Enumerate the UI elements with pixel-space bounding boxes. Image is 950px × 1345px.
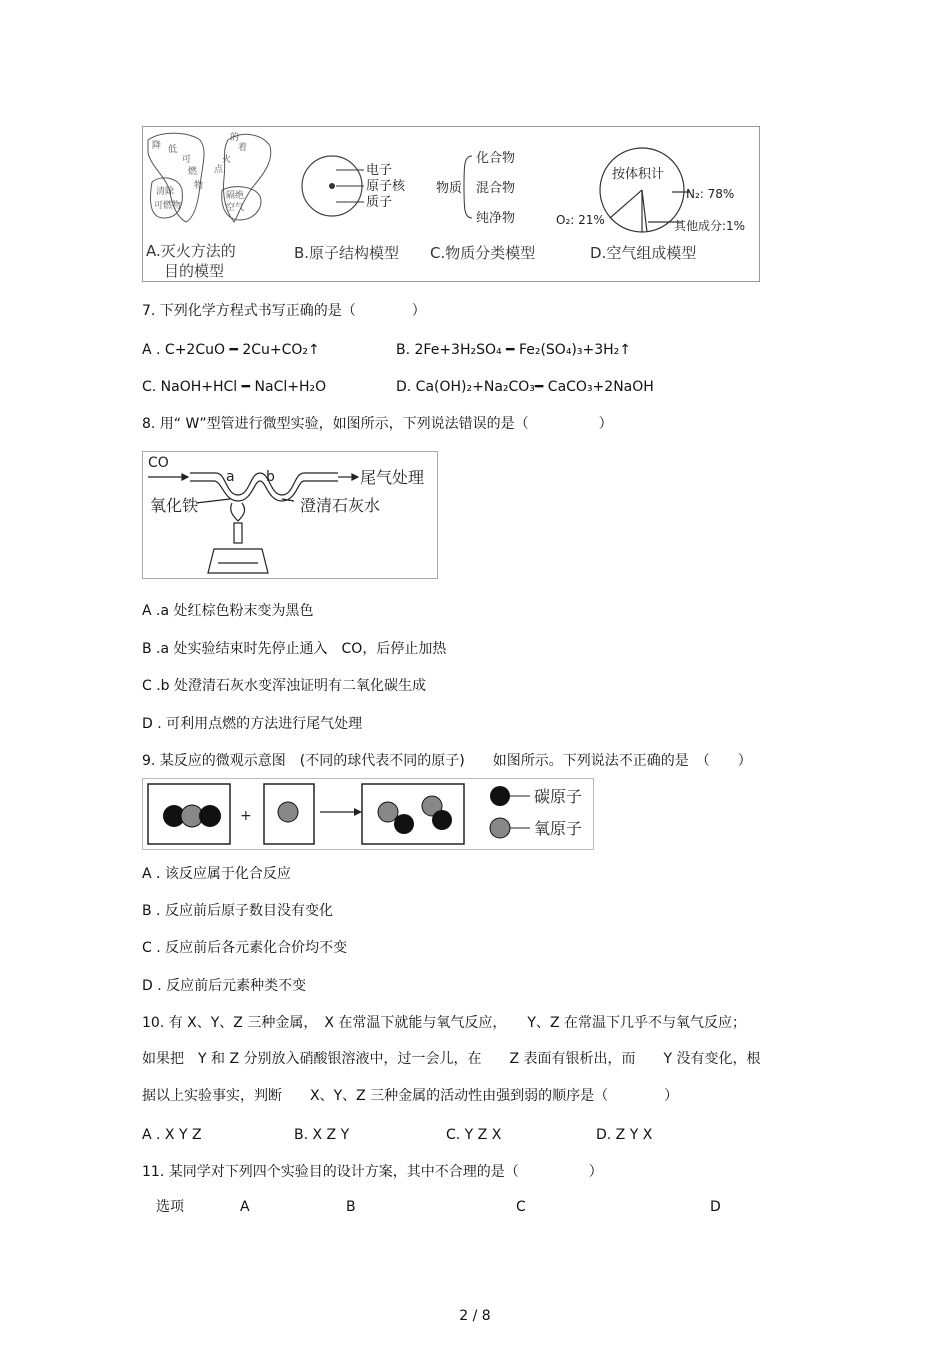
w-tube-figure xyxy=(142,451,438,579)
oxygen-atom-label: 氧原子 xyxy=(534,819,583,838)
fire-word: 火 xyxy=(222,155,232,165)
label-a: a xyxy=(226,469,235,485)
q7-option-d: D. Ca(OH)₂+Na₂CO₃━ CaCO₃+2NaOH xyxy=(396,379,654,395)
air-label: N₂: 78% xyxy=(686,187,735,201)
table-header-a: A xyxy=(240,1199,250,1215)
atom-label: 质子 xyxy=(366,195,393,210)
reaction-figure xyxy=(142,778,594,850)
q10-line-3: 据以上实验事实，判断 X、Y、Z 三种金属的活动性由强到弱的顺序是（ ） xyxy=(142,1088,679,1104)
q9-option-d: D . 反应前后元素种类不变 xyxy=(142,978,307,994)
table-header-b: B xyxy=(346,1199,356,1215)
fire-word: 点 xyxy=(214,165,224,175)
table-header-option: 选项 xyxy=(156,1199,184,1215)
matter-label: 混合物 xyxy=(476,181,516,196)
fire-word: 燃 xyxy=(188,167,198,177)
table-header-c: C xyxy=(516,1199,526,1215)
fire-word: 隔绝 xyxy=(226,191,245,201)
table-header-d: D xyxy=(710,1199,721,1215)
q10-option-a: A . X Y Z xyxy=(142,1127,202,1143)
matter-label: 纯净物 xyxy=(476,211,516,226)
tail-gas-label: 尾气处理 xyxy=(360,468,425,487)
fire-word: 可 xyxy=(182,155,192,165)
carbon-atom-label: 碳原子 xyxy=(534,787,583,806)
q11-stem: 11. 某同学对下列四个实验目的设计方案，其中不合理的是（ ） xyxy=(142,1164,603,1180)
matter-label: 化合物 xyxy=(476,151,516,166)
q10-option-d: D. Z Y X xyxy=(596,1127,653,1143)
q8-stem: 8. 用“ W”型管进行微型实验，如图所示，下列说法错误的是（ ） xyxy=(142,416,613,432)
q7-option-c: C. NaOH+HCl ━ NaCl+H₂O xyxy=(142,379,327,395)
model-figure xyxy=(142,126,760,282)
air-title: 按体积计 xyxy=(612,167,665,182)
limewater-label: 澄清石灰水 xyxy=(300,496,381,515)
q9-option-b: B . 反应前后原子数目没有变化 xyxy=(142,903,333,919)
q10-option-b: B. X Z Y xyxy=(294,1127,350,1143)
atom-label: 原子核 xyxy=(366,179,406,194)
air-label: O₂: 21% xyxy=(556,213,605,227)
atom-label: 电子 xyxy=(366,163,393,178)
fire-word: 着 xyxy=(238,143,248,153)
fire-word: 的 xyxy=(230,133,240,143)
caption-b: B.原子结构模型 xyxy=(294,244,400,262)
caption-a-2: 目的模型 xyxy=(164,262,225,280)
page-number: 2 / 8 xyxy=(459,1308,491,1324)
q10-option-c: C. Y Z X xyxy=(446,1127,502,1143)
matter-root-label: 物质 xyxy=(436,181,463,196)
fire-word: 空气 xyxy=(226,203,245,213)
q7-option-a: A . C+2CuO ━ 2Cu+CO₂↑ xyxy=(142,342,320,358)
caption-c: C.物质分类模型 xyxy=(430,244,536,262)
fire-word: 物 xyxy=(194,181,204,191)
iron-oxide-label: 氧化铁 xyxy=(150,496,199,515)
fire-word: 低 xyxy=(168,145,178,155)
q9-option-c: C . 反应前后各元素化合价均不变 xyxy=(142,940,348,956)
q8-option-b: B .a 处实验结束时先停止通入 CO，后停止加热 xyxy=(142,641,447,657)
q8-option-c: C .b 处澄清石灰水变浑浊证明有二氧化碳生成 xyxy=(142,678,427,694)
q8-option-d: D . 可利用点燃的方法进行尾气处理 xyxy=(142,716,363,732)
caption-d: D.空气组成模型 xyxy=(590,244,697,262)
fire-word: 清除 xyxy=(156,187,175,197)
q9-option-a: A . 该反应属于化合反应 xyxy=(142,866,291,882)
q7-option-b: B. 2Fe+3H₂SO₄ ━ Fe₂(SO₄)₃+3H₂↑ xyxy=(396,342,632,358)
q10-line-1: 10. 有 X、Y、Z 三种金属， X 在常温下就能与氧气反应， Y、Z 在常温下几乎不与氧气反应； xyxy=(142,1015,746,1031)
q7-stem: 7. 下列化学方程式书写正确的是（ ） xyxy=(142,303,426,319)
fire-word: 降 xyxy=(152,141,162,151)
fire-word: 可燃物 xyxy=(154,201,182,211)
plus-sign: + xyxy=(240,808,252,824)
q9-stem: 9. 某反应的微观示意图 (不同的球代表不同的原子) 如图所示。下列说法不正确的是 （ ） xyxy=(142,753,752,769)
caption-a: A.灭火方法的 xyxy=(146,242,236,260)
q10-line-2: 如果把 Y 和 Z 分别放入硝酸银溶液中，过一会儿，在 Z 表面有银析出，而 Y 没有变化，根 xyxy=(142,1051,761,1067)
co-label: CO xyxy=(148,455,169,471)
q8-option-a: A .a 处红棕色粉末变为黑色 xyxy=(142,603,314,619)
label-b: b xyxy=(266,469,275,485)
air-label: 其他成分:1% xyxy=(674,219,746,233)
